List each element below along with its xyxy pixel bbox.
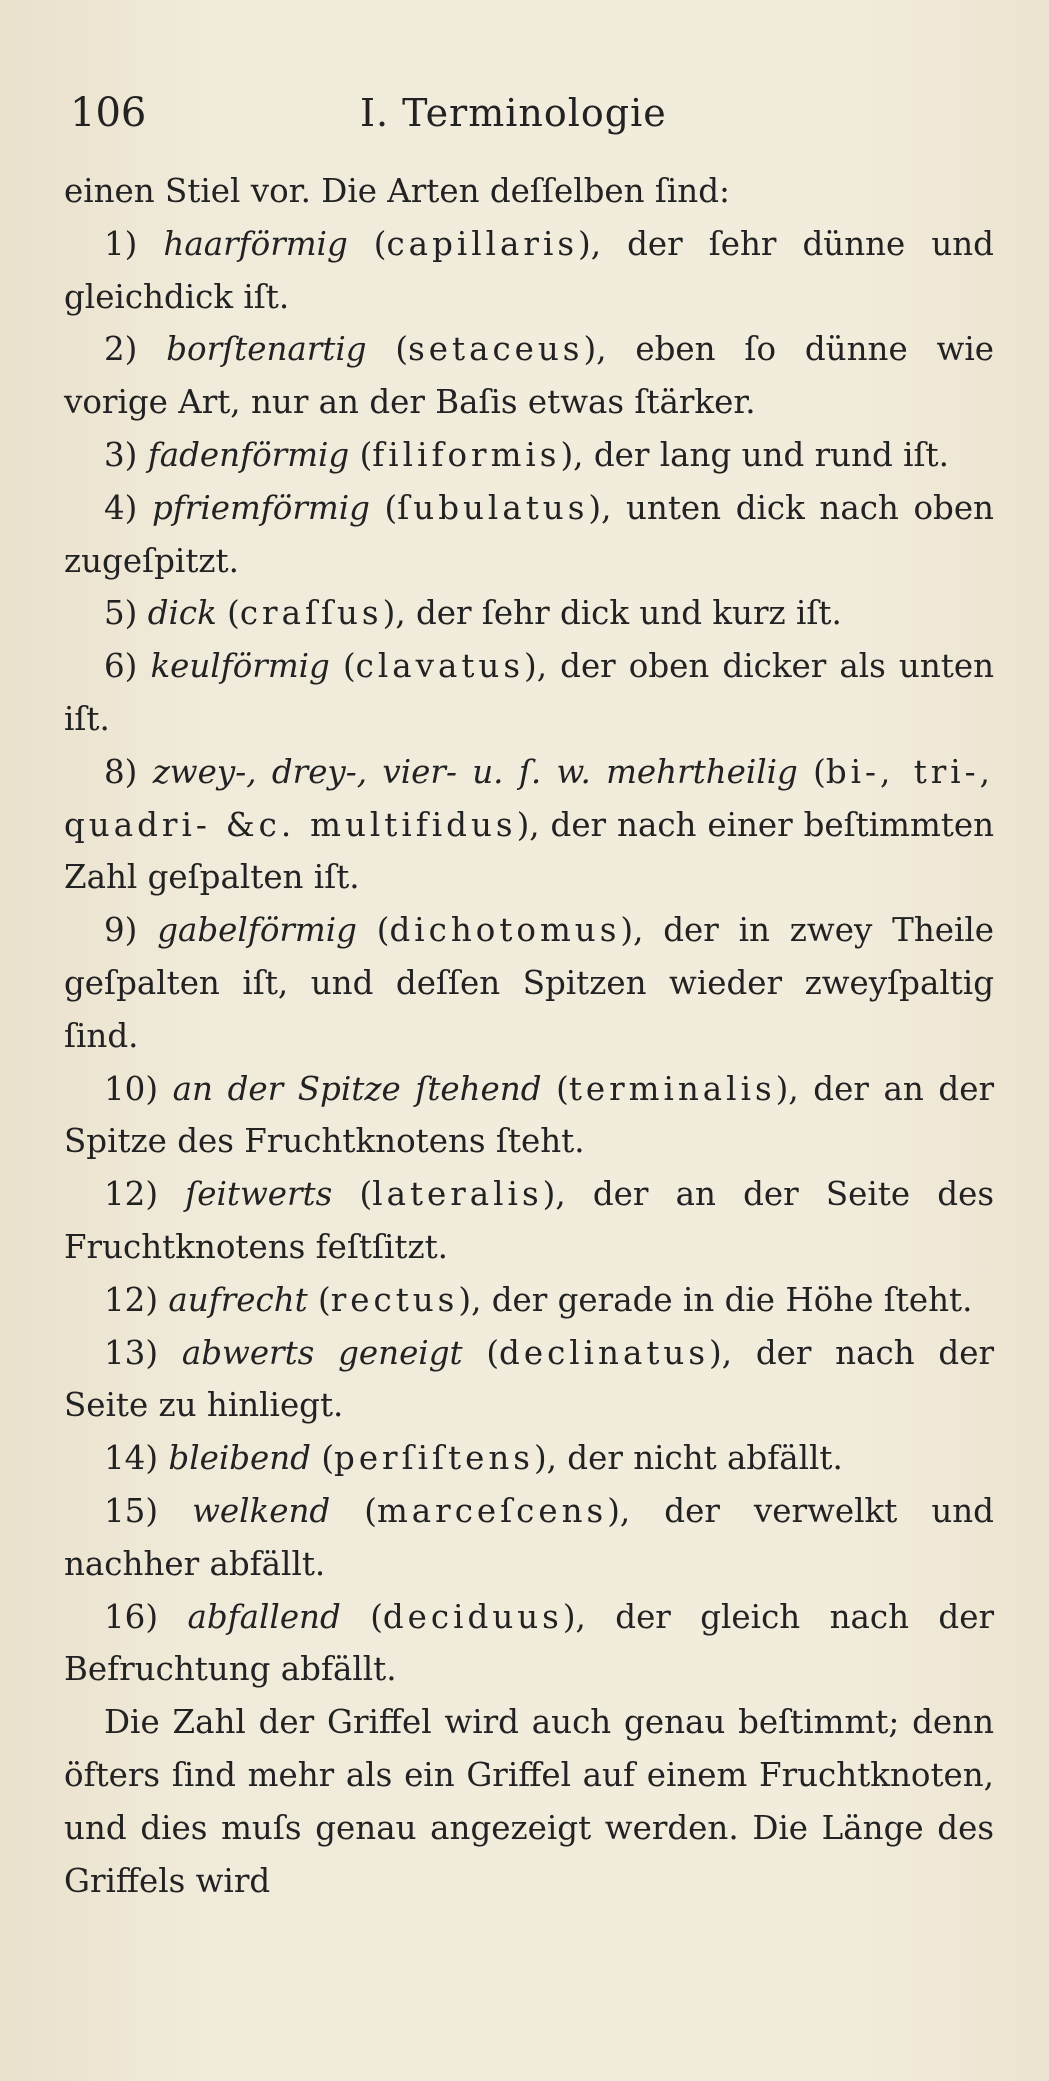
item-number: 14): [104, 1439, 159, 1478]
item-number: 8): [104, 752, 138, 791]
latin-term: deciduus: [382, 1597, 563, 1636]
item-number: 10): [104, 1069, 159, 1108]
item-number: 6): [104, 647, 138, 686]
list-item: 2) borſtenartig (setaceus), eben ſo dünne wie vorige Art, nur an der Baſis etwas ſtärker.: [64, 330, 994, 422]
list-item: 4) pfriemförmig (ſubulatus), unten dick nach oben zugeſpitzt.: [64, 488, 994, 580]
german-term: pfriemförmig: [151, 488, 370, 527]
german-term: borſtenartig: [166, 330, 367, 369]
latin-term: lateralis: [372, 1175, 543, 1214]
german-term: bleibend: [168, 1439, 311, 1478]
list-item: 1) haarförmig (capillaris), der ſehr dünne und gleichdick iſt.: [64, 224, 994, 316]
latin-term: terminalis: [568, 1069, 776, 1108]
latin-term: capillaris: [386, 224, 579, 263]
german-term: abfallend: [187, 1597, 341, 1636]
latin-term: declinatus: [499, 1333, 710, 1372]
intro-line: einen Stiel vor. Die Arten deſſelben ſind:: [64, 172, 730, 210]
body-text: [64, 165, 994, 1907]
item-description: , der an der Seite des Fruchtknotens feſtſitzt.: [64, 1175, 995, 1266]
german-term: haarförmig: [163, 224, 348, 263]
item-description: , der nach der Seite zu hinliegt.: [64, 1333, 994, 1425]
list-item: 8) zwey-, drey-, vier- u. ſ. w. mehrtheilig (bi-, tri-, quadri- &c. multifidus), der nach einer beſtimmten Zahl geſpalten iſt.: [64, 752, 994, 897]
list-item: 10) an der Spitze ſtehend (terminalis), der an der Spitze des Fruchtknotens ſteht.: [64, 1069, 994, 1161]
item-number: 2): [104, 330, 138, 369]
item-description: , der ſehr dünne und gleichdick iſt.: [64, 224, 994, 316]
german-term: keulförmig: [150, 647, 330, 686]
list-item: 16) abfallend (deciduus), der gleich nach der Befruchtung abfällt.: [64, 1597, 994, 1689]
latin-term: bi-, tri-, quadri- &c. multifidus: [64, 752, 994, 844]
item-description: , der nach einer beſtimmten Zahl geſpalten iſt.: [64, 805, 994, 897]
list-item: 9) gabelförmig (dichotomus), der in zwey Theile geſpalten iſt, und deſſen Spitzen wieder zweyſpaltig ſind.: [64, 911, 994, 1055]
german-term: gabelförmig: [157, 911, 357, 950]
item-number: 13): [104, 1333, 159, 1372]
latin-term: clavatus: [355, 647, 525, 686]
item-description: , der verwelkt und nachher abfällt.: [64, 1491, 994, 1583]
item-number: 12): [104, 1280, 159, 1319]
list-item: 6) keulförmig (clavatus), der oben dicker als unten iſt.: [64, 647, 994, 738]
german-term: welkend: [192, 1491, 331, 1530]
page-number: 106: [70, 90, 147, 136]
item-description: , eben ſo dünne wie vorige Art, nur an der Baſis etwas ſtärker.: [64, 330, 994, 422]
latin-term: filiformis: [372, 435, 561, 474]
latin-term: craſſus: [239, 594, 383, 633]
german-term: aufrecht: [168, 1280, 308, 1319]
item-description: , der gleich nach der Befruchtung abfällt.: [64, 1597, 994, 1689]
item-description: , der an der Spitze des Fruchtknotens ſteht.: [64, 1069, 994, 1161]
latin-term: rectus: [330, 1280, 459, 1319]
item-description: , der in zwey Theile geſpalten iſt, und deſſen Spitzen wieder zweyſpaltig ſind.: [64, 911, 994, 1055]
item-number: 12): [104, 1175, 159, 1214]
list-item: 3) fadenförmig (filiformis), der lang und rund iſt.: [104, 435, 949, 474]
latin-term: dichotomus: [389, 911, 621, 950]
list-item: 14) bleibend (perſiſtens), der nicht abfällt.: [104, 1439, 843, 1478]
item-description: , der oben dicker als unten iſt.: [64, 647, 994, 738]
item-number: 1): [104, 224, 138, 263]
running-head: [70, 88, 989, 138]
list-item: 5) dick (craſſus), der ſehr dick und kurz iſt.: [104, 594, 842, 633]
item-number: 3): [104, 435, 138, 474]
german-term: an der Spitze ſtehend: [172, 1069, 542, 1108]
list-item: 15) welkend (marceſcens), der verwelkt und nachher abfällt.: [64, 1491, 994, 1583]
german-term: ſeitwerts: [185, 1175, 333, 1214]
chapter-title: I. Terminologie: [360, 91, 667, 135]
list-item: 13) abwerts geneigt (declinatus), der nach der Seite zu hinliegt.: [64, 1333, 994, 1425]
german-term: fadenförmig: [147, 435, 350, 474]
list-item: 12) aufrecht (rectus), der gerade in die Höhe ſteht.: [104, 1280, 973, 1319]
item-description: , der nicht abfällt.: [546, 1439, 843, 1478]
item-number: 9): [104, 911, 138, 950]
item-number: 5): [104, 594, 138, 633]
german-term: dick: [147, 594, 217, 633]
item-number: 15): [104, 1491, 159, 1530]
german-term: abwerts geneigt: [181, 1333, 463, 1372]
list-item: 12) ſeitwerts (lateralis), der an der Seite des Fruchtknotens feſtſitzt.: [64, 1175, 995, 1266]
closing-paragraph: Die Zahl der Griffel wird auch genau beſtimmt; denn öfters ſind mehr als ein Griffel auf einem Fruchtknoten, und dies muſs genau angezeigt werden. Die Länge des Griffels wird: [64, 1703, 994, 1900]
item-description: , der gerade in die Höhe ſteht.: [471, 1280, 973, 1319]
item-description: , der lang und rund iſt.: [573, 435, 949, 474]
latin-term: perſiſtens: [334, 1439, 534, 1478]
latin-term: marceſcens: [376, 1491, 608, 1530]
latin-term: ſubulatus: [397, 488, 589, 527]
item-number: 4): [104, 488, 138, 527]
item-number: 16): [104, 1597, 159, 1636]
item-description: , der ſehr dick und kurz iſt.: [395, 594, 842, 633]
latin-term: setaceus: [408, 330, 584, 369]
german-term: zwey-, drey-, vier- u. ſ. w. mehrtheilig: [152, 752, 798, 791]
item-description: , unten dick nach oben zugeſpitzt.: [64, 488, 994, 580]
